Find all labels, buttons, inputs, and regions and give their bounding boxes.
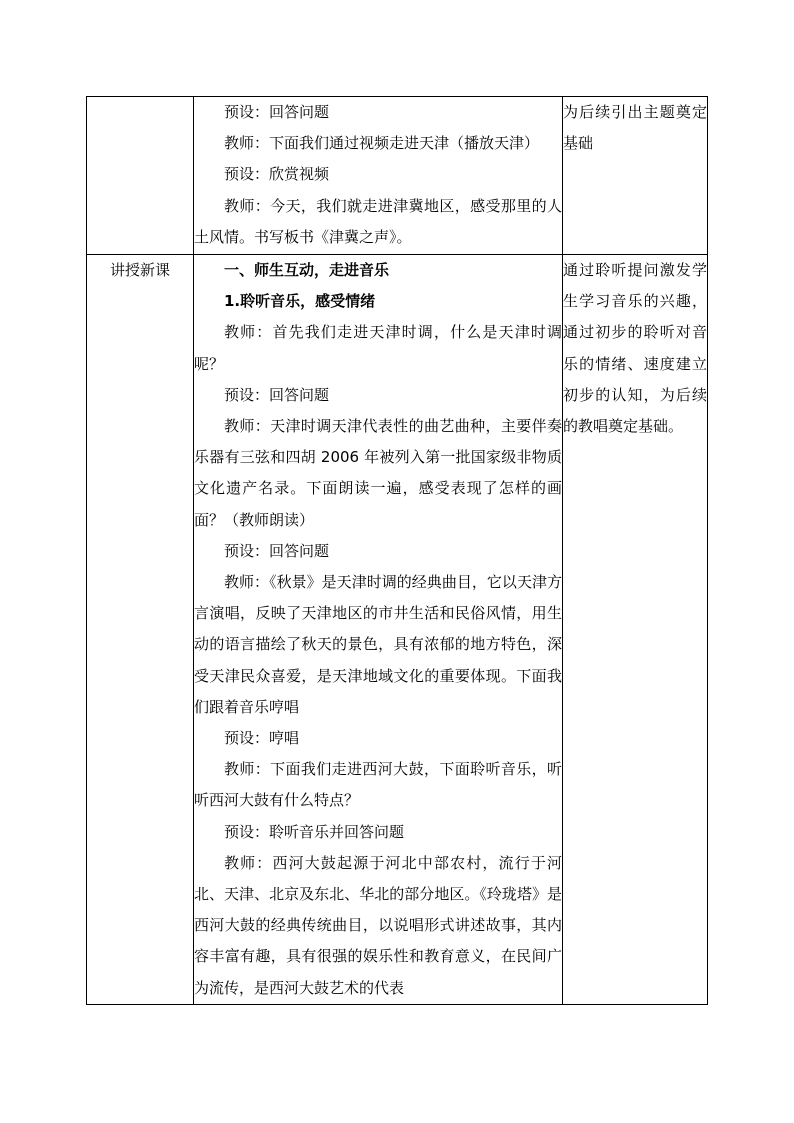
paragraph: 预设：哼唱 <box>224 729 300 748</box>
paragraph: 预设：回答问题 <box>224 541 330 560</box>
paragraph: 教师：《秋景》是天津时调的经典曲目，它以天津方言演唱，反映了天津地区的市井生活和民俗风情，用生动的语言描绘了秋天的景色，具有浓郁的地方特色，深受天津民众喜爱，是天津地域文化的重要体现。下面我们跟着音乐哼唱 <box>194 573 562 716</box>
paragraph: 教师：首先我们走进天津时调，什么是天津时调呢？ <box>194 323 562 373</box>
stage-cell: 讲授新课 <box>87 255 194 1005</box>
table-row <box>87 255 708 1005</box>
paragraph: 预设：回答问题 <box>224 385 330 404</box>
stage-cell <box>87 97 194 255</box>
table-row <box>87 97 708 255</box>
intent-cell: 通过聆听提问激发学生学习音乐的兴趣，通过初步的聆听对音乐的情绪、速度建立初步的认知，为后续的教唱奠定基础。 <box>563 255 708 1005</box>
paragraph: 预设：欣赏视频 <box>224 165 330 184</box>
intent-cell: 为后续引出主题奠定基础 <box>563 97 708 255</box>
section-heading: 一、师生互动，走进音乐 <box>224 261 390 279</box>
paragraph: 教师：西河大鼓起源于河北中部农村，流行于河北、天津、北京及东北、华北的部分地区。《玲珑塔》是西河大鼓的经典传统曲目，以说唱形式讲述故事，其内容丰富有趣，具有很强的娱乐性和教育意义，在民间广为流传，是西河大鼓艺术的代表 <box>194 853 562 997</box>
paragraph: 教师：今天，我们就走进津冀地区，感受那里的人土风情。书写板书《津冀之声》。 <box>194 196 562 246</box>
paragraph: 预设：回答问题 <box>224 103 330 121</box>
paragraph: 教师：下面我们走进西河大鼓，下面聆听音乐，听听西河大鼓有什么特点？ <box>194 760 562 810</box>
paragraph: 预设：聆听音乐并回答问题 <box>224 822 405 841</box>
activity-cell <box>194 255 563 1005</box>
paragraph: 教师：下面我们通过视频走进天津（播放天津） <box>224 134 540 153</box>
activity-cell <box>194 97 563 255</box>
subsection-heading: 1.聆听音乐，感受情绪 <box>224 292 376 311</box>
paragraph: 教师：天津时调天津代表性的曲艺曲种，主要伴奏乐器有三弦和四胡 2006 年被列入第一批国家级非物质文化遗产名录。下面朗读一遍，感受表现了怎样的画面？（教师朗读） <box>194 417 562 529</box>
lesson-plan-table <box>86 96 708 1005</box>
